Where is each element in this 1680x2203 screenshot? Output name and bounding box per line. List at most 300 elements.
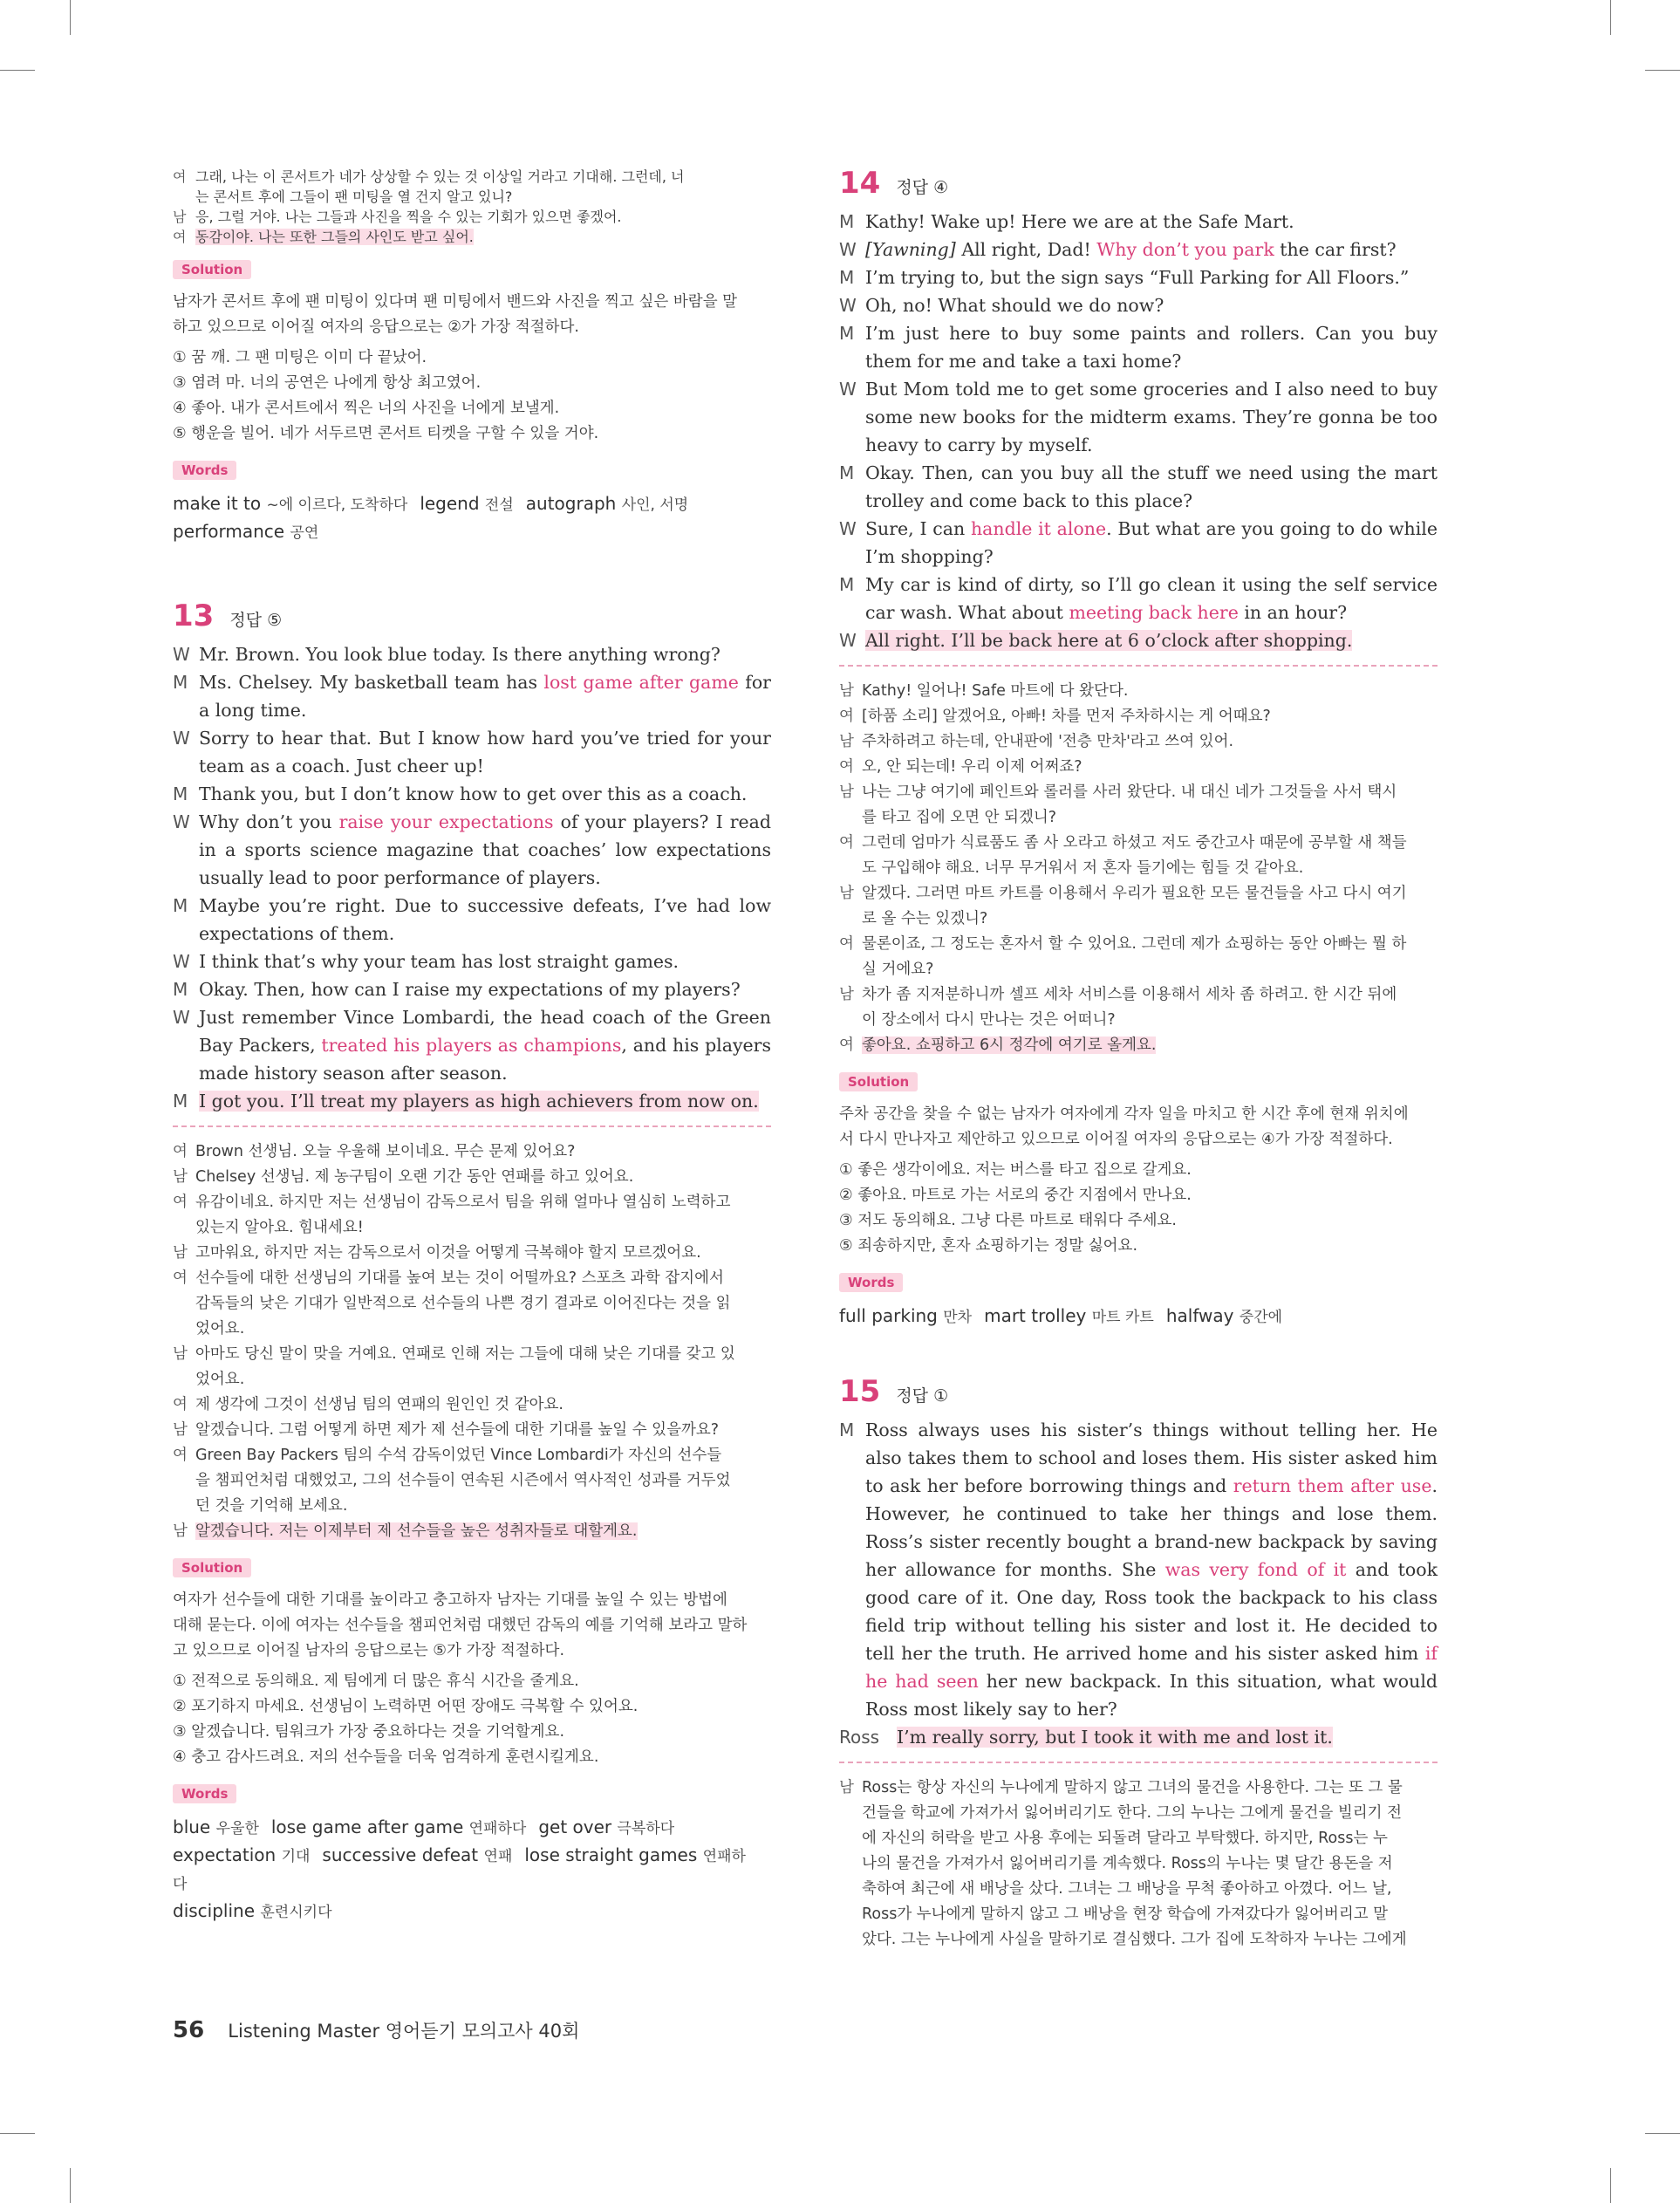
- dialogue-line: [839, 459, 1438, 515]
- vocab-meaning: 공연: [290, 524, 319, 542]
- line-text: [865, 1416, 1438, 1723]
- vocab-word: autograph: [525, 493, 622, 514]
- answer-label: 정답 ①: [896, 1386, 949, 1406]
- crop-mark: [70, 2168, 71, 2203]
- q14-dialogue: [839, 208, 1438, 654]
- line-text: [199, 668, 771, 724]
- speaker-label: W: [839, 379, 857, 400]
- vocab-word: legend: [420, 493, 485, 514]
- key-phrase: handle it alone: [970, 518, 1107, 539]
- q13-heading: [173, 599, 771, 633]
- line-text: [199, 1087, 771, 1115]
- translation-line: [839, 932, 1438, 957]
- left-column: [173, 166, 771, 1926]
- dialogue-line: [839, 515, 1438, 571]
- speaker-label: W: [173, 728, 190, 749]
- translation-line: [173, 1139, 771, 1165]
- speaker-label: 여: [173, 168, 187, 185]
- translation-line: [839, 856, 1438, 881]
- q14-options: [839, 1158, 1438, 1259]
- text-run: Sure, I can: [865, 518, 971, 539]
- text-run: All right, Dad!: [955, 239, 1097, 260]
- speaker-label: [839, 1927, 862, 1953]
- translation-line: [173, 1367, 771, 1392]
- line-text: 도 구입해야 해요. 너무 무거워서 저 혼자 들기에는 힘들 것 같아요.: [862, 859, 1304, 877]
- crop-mark: [70, 0, 71, 35]
- line-text: [865, 626, 1438, 654]
- text-line: ① 꿈 깨. 그 팬 미팅은 이미 다 끝났어.: [173, 349, 427, 366]
- q14-solution: [839, 1102, 1438, 1153]
- line-text: Ross가 누나에게 말하지 않고 그 배낭을 현장 학습에 가져갔다가 잃어버리고 말: [862, 1905, 1389, 1923]
- q13-solution: [173, 1588, 771, 1664]
- speaker-label: W: [839, 518, 857, 539]
- translation-line: [173, 186, 771, 206]
- speaker-label: 여: [173, 1447, 188, 1464]
- text-line: 주차 공간을 찾을 수 없는 남자가 여자에게 각자 일을 마치고 한 시간 후에 현재 위치에: [839, 1105, 1409, 1123]
- speaker-label: [839, 1008, 862, 1033]
- q15-monologue: [839, 1416, 1438, 1751]
- text-line: ⑤ 죄송하지만, 혼자 쇼핑하기는 정말 싫어요.: [839, 1237, 1138, 1255]
- key-phrase: meeting back here: [1069, 602, 1239, 623]
- vocab-word: halfway: [1165, 1305, 1240, 1326]
- line-text: 던 것을 기억해 보세요.: [195, 1497, 348, 1515]
- text-run: I’m just here to buy some paints and rollers. Can you buy them for me and take a taxi home?: [865, 323, 1438, 372]
- dialogue-line: [839, 263, 1438, 291]
- text-run: . But what are you going to do while I’m shopping?: [865, 518, 1438, 567]
- speaker-label: 남: [173, 1244, 188, 1262]
- translation-line: [839, 704, 1438, 729]
- key-phrase: Why don’t you park: [1096, 239, 1274, 260]
- speaker-label: 남: [839, 733, 854, 750]
- speaker-label: [173, 1468, 195, 1494]
- line-text: [199, 948, 771, 975]
- dialogue-line: [839, 1723, 1438, 1751]
- translation-line: [839, 1927, 1438, 1953]
- translation-line: [173, 1190, 771, 1215]
- speaker-label: M: [173, 1091, 188, 1112]
- line-text: [865, 236, 1438, 263]
- text-run: Okay. Then, can you buy all the stuff we need using the mart trolley and come back to this place?: [865, 462, 1438, 511]
- text-line: ④ 좋아. 내가 콘서트에서 찍은 너의 사진을 너에게 보낼게.: [173, 400, 560, 417]
- translation-line: [173, 1266, 771, 1291]
- speaker-label: 남: [839, 783, 854, 801]
- speaker-label: M: [839, 462, 855, 483]
- crop-mark: [1645, 70, 1680, 71]
- line-text: Brown 선생님. 오늘 우울해 보이네요. 무슨 문제 있어요?: [195, 1143, 576, 1160]
- line-text: 를 타고 집에 오면 안 되겠니?: [862, 809, 1057, 826]
- q14-words: [839, 1303, 1438, 1331]
- speaker-label: M: [173, 895, 188, 916]
- text-run: Kathy! Wake up! Here we are at the Safe Mart.: [865, 211, 1294, 232]
- speaker-label: 남: [173, 1522, 188, 1540]
- speaker-label: [173, 1317, 195, 1342]
- crop-mark: [1610, 0, 1611, 35]
- vocab-meaning: ~에 이르다, 도착하다: [266, 496, 408, 514]
- words-line: [173, 1842, 771, 1898]
- line-text: Chelsey 선생님. 제 농구팀이 오랜 기간 동안 연패를 하고 있어요.: [195, 1168, 634, 1186]
- vocab-word: performance: [173, 521, 290, 542]
- text-line: ⑤ 행운을 빌어. 네가 서두르면 콘서트 티켓을 구할 수 있을 거야.: [173, 425, 599, 442]
- line-text: 그런데 엄마가 식료품도 좀 사 오라고 하셨고 저도 중간고사 때문에 공부할 새 책들: [862, 834, 1407, 852]
- book-title: Listening Master 영어듣기 모의고사 40회: [228, 2021, 580, 2042]
- q12-solution: [173, 290, 771, 340]
- words-line: [839, 1303, 1438, 1331]
- speaker-label: 남: [839, 885, 854, 902]
- translation-line: [839, 1008, 1438, 1033]
- dialogue-line: [173, 808, 771, 892]
- text-line: ② 포기하지 마세요. 선생님이 노력하면 어떤 장애도 극복할 수 있어요.: [173, 1698, 639, 1715]
- key-phrase: treated his players as champions: [321, 1035, 622, 1056]
- text-line: ③ 저도 동의해요. 그냥 다른 마트로 태워다 주세요.: [839, 1212, 1177, 1229]
- dialogue-line: [839, 626, 1438, 654]
- words-badge: Words: [839, 1273, 903, 1292]
- dialogue-line: [173, 780, 771, 808]
- text-line: 여자가 선수들에 대한 기대를 높이라고 충고하자 남자는 기대를 높일 수 있는 방법에: [173, 1591, 727, 1609]
- translation-line: [839, 1826, 1438, 1851]
- vocab-meaning: 연패하다: [468, 1820, 527, 1837]
- line-text: [199, 724, 771, 780]
- translation-line: [839, 881, 1438, 907]
- translation-line: [839, 755, 1438, 780]
- answer-label: 정답 ④: [896, 178, 949, 197]
- speaker-label: [173, 1494, 195, 1519]
- vocab-meaning: 중간에: [1239, 1309, 1283, 1326]
- dialogue-line: [173, 975, 771, 1003]
- line-text: 있는지 알아요. 힘내세요!: [195, 1219, 364, 1236]
- text-line: 남자가 콘서트 후에 팬 미팅이 있다며 팬 미팅에서 밴드와 사진을 찍고 싶은 바람을 말: [173, 293, 738, 311]
- line-text: [897, 1723, 1438, 1751]
- text-run: . However, he continued to take her things and lose them. Ross’s sister recently bought a brand-new backpack by saving her allowance for months. She: [865, 1475, 1438, 1580]
- speaker-label: 여: [173, 1194, 188, 1211]
- line-text: Green Bay Packers 팀의 수석 감독이었던 Vince Lombardi가 자신의 선수들: [195, 1447, 722, 1464]
- speaker-label: 남: [173, 209, 187, 225]
- text-line: 고 있으므로 이어질 남자의 응답으로는 ⑤가 가장 적절하다.: [173, 1642, 565, 1659]
- line-text: [865, 375, 1438, 459]
- line-text: 물론이죠, 그 정도는 혼자서 할 수 있어요. 그런데 제가 쇼핑하는 동안 아빠는 뭘 하: [862, 935, 1407, 953]
- line-text: 차가 좀 지저분하니까 셀프 세차 서비스를 이용해서 세차 좀 하려고. 한 시간 뒤에: [862, 986, 1397, 1003]
- line-text: 선수들에 대한 선생님의 기대를 높여 보는 것이 어떨까요? 스포츠 과학 잡지에서: [195, 1269, 724, 1287]
- speaker-label: Ross: [839, 1727, 880, 1748]
- dialogue-line: [173, 892, 771, 948]
- speaker-label: 여: [173, 229, 187, 245]
- line-text: 나는 그냥 여기에 페인트와 롤러를 사러 왔단다. 내 대신 네가 그것들을 사서 택시: [862, 783, 1397, 801]
- q15-heading: [839, 1374, 1438, 1409]
- vocab-meaning: 연패하다: [173, 1848, 746, 1893]
- line-text: 았다. 그는 누나에게 사실을 말하기로 결심했다. 그가 집에 도착하자 누나는 그에게: [862, 1931, 1407, 1948]
- translation-line: [173, 206, 771, 226]
- line-text: [865, 571, 1438, 626]
- speaker-label: 남: [173, 1421, 188, 1439]
- speaker-label: W: [173, 951, 190, 972]
- question-number: 13: [173, 599, 215, 633]
- translation-line: [839, 1902, 1438, 1927]
- dialogue-line: [173, 948, 771, 975]
- vocab-meaning: 극복하다: [617, 1820, 675, 1837]
- q13-dialogue: [173, 640, 771, 1115]
- translation-line: [173, 1418, 771, 1443]
- speaker-label: W: [173, 1007, 190, 1028]
- text-run: Maybe you’re right. Due to successive defeats, I’ve had low expectations of them.: [199, 895, 771, 944]
- text-run: Okay. Then, how can I raise my expectations of my players?: [199, 979, 741, 1000]
- speaker-label: [839, 1902, 862, 1927]
- translation-line: [839, 1775, 1438, 1801]
- translation-line: [173, 1392, 771, 1418]
- divider: [839, 665, 1438, 667]
- q12-translation-end: [173, 166, 771, 246]
- translation-line: [173, 166, 771, 186]
- page-footer: [173, 2017, 579, 2043]
- vocab-word: expectation: [173, 1844, 282, 1865]
- text-run: Sorry to hear that. But I know how hard you’ve tried for your team as a coach. Just cheer up!: [199, 728, 771, 777]
- question-number: 14: [839, 166, 881, 201]
- dialogue-line: [173, 724, 771, 780]
- answer-highlight: I’m really sorry, but I took it with me and lost it.: [897, 1727, 1333, 1748]
- line-text: [195, 226, 771, 246]
- vocab-meaning: 사인, 서명: [621, 496, 689, 514]
- translation-line: [839, 831, 1438, 856]
- speaker-label: M: [173, 672, 188, 693]
- question-number: 15: [839, 1374, 881, 1409]
- line-text: 실 거에요?: [862, 961, 934, 978]
- words-line: [173, 1898, 771, 1926]
- line-text: 오, 안 되는데! 우리 이제 어쩌죠?: [862, 758, 1082, 776]
- translation-line: [839, 780, 1438, 805]
- translation-line: [839, 907, 1438, 932]
- line-text: [199, 780, 771, 808]
- q14-heading: [839, 166, 1438, 201]
- dialogue-line: [839, 236, 1438, 263]
- speaker-label: [839, 1801, 862, 1826]
- line-text: 건들을 학교에 가져가서 잃어버리기도 한다. 그의 누나는 그에게 물건을 빌리기 전: [862, 1804, 1403, 1822]
- q13-words: [173, 1814, 771, 1926]
- translation-line: [173, 1241, 771, 1266]
- text-line: ③ 알겠습니다. 팀워크가 가장 중요하다는 것을 기억할게요.: [173, 1723, 565, 1741]
- speaker-label: [839, 805, 862, 831]
- line-text: [199, 975, 771, 1003]
- line-text: [865, 459, 1438, 515]
- dialogue-line: [839, 1416, 1438, 1723]
- dialogue-line: [839, 208, 1438, 236]
- speaker-label: [839, 1851, 862, 1877]
- key-phrase: lost game after game: [543, 672, 739, 693]
- speaker-label: [839, 1826, 862, 1851]
- crop-mark: [1610, 2168, 1611, 2203]
- line-text: 응, 그럴 거야. 나는 그들과 사진을 찍을 수 있는 기회가 있으면 좋겠어.: [195, 209, 622, 225]
- crop-mark: [0, 70, 35, 71]
- vocab-meaning: 만차: [943, 1309, 973, 1326]
- text-run: [Yawning]: [865, 239, 956, 260]
- line-text: [865, 319, 1438, 375]
- speaker-label: 여: [839, 834, 854, 852]
- vocab-meaning: 전설: [484, 496, 514, 514]
- q12-options: [173, 346, 771, 447]
- line-text: [862, 1033, 1438, 1058]
- line-text: 을 챔피언처럼 대했었고, 그의 선수들이 연속된 시즌에서 역사적인 성과를 거두었: [195, 1472, 731, 1489]
- key-phrase: raise your expectations: [338, 811, 554, 832]
- text-run: Ross always uses his sister’s things without telling her. He also takes them to school and loses them. His sister asked him to ask her before borrowing things and: [865, 1420, 1438, 1496]
- text-run: of your players? I read in a sports science magazine that coaches’ low expectations usually lead to poor performance of players.: [199, 811, 771, 888]
- line-text: 이 장소에서 다시 만나는 것은 어떠니?: [862, 1011, 1116, 1029]
- speaker-label: M: [173, 783, 188, 804]
- crop-mark: [0, 2133, 35, 2134]
- text-run: and took good care of it. One day, Ross took the backpack to his class field trip without telling his sister and lost it. He decided to tell her the truth. He arrived home and his sister asked him: [865, 1559, 1438, 1664]
- vocab-meaning: 우울한: [215, 1820, 259, 1837]
- line-text: [195, 1519, 771, 1544]
- vocab-word: successive defeat: [322, 1844, 484, 1865]
- translation-line: [839, 805, 1438, 831]
- solution-badge: Solution: [173, 1558, 251, 1577]
- speaker-label: [839, 1877, 862, 1902]
- text-line: ② 좋아요. 마트로 가는 서로의 중간 지점에서 만나요.: [839, 1187, 1192, 1204]
- solution-badge: Solution: [173, 260, 251, 279]
- page-number: 56: [173, 2017, 205, 2043]
- speaker-label: 여: [173, 1396, 188, 1413]
- divider: [839, 1762, 1438, 1763]
- line-text: 감독들의 낮은 기대가 일반적으로 선수들의 나쁜 경기 결과로 이어진다는 것을 읽: [195, 1295, 731, 1312]
- speaker-label: M: [839, 267, 855, 288]
- text-line: ① 좋은 생각이에요. 저는 버스를 타고 집으로 갈게요.: [839, 1161, 1192, 1179]
- text-run: Mr. Brown. You look blue today. Is there anything wrong?: [199, 644, 720, 665]
- speaker-label: 남: [839, 1779, 854, 1796]
- text-run: in an hour?: [1238, 602, 1348, 623]
- translation-line: [173, 1342, 771, 1367]
- line-text: [하품 소리] 알겠어요, 아빠! 차를 먼저 주차하시는 게 어때요?: [862, 708, 1271, 725]
- q12-words: [173, 490, 771, 546]
- speaker-label: W: [839, 630, 857, 651]
- translation-line: [839, 1801, 1438, 1826]
- speaker-label: M: [839, 211, 855, 232]
- translation-line: [839, 1851, 1438, 1877]
- speaker-label: 여: [839, 758, 854, 776]
- dialogue-line: [839, 571, 1438, 626]
- speaker-label: 여: [839, 1037, 854, 1054]
- line-text: 주차하려고 하는데, 안내판에 '전층 만차'라고 쓰여 있어.: [862, 733, 1234, 750]
- line-text: 고마워요, 하지만 저는 감독으로서 이것을 어떻게 극복해야 할지 모르겠어요.: [195, 1244, 701, 1262]
- speaker-label: 여: [839, 708, 854, 725]
- line-text: 알겠습니다. 그럼 어떻게 하면 제가 제 선수들에 대한 기대를 높일 수 있을까요?: [195, 1421, 720, 1439]
- text-run: the car first?: [1274, 239, 1397, 260]
- dialogue-line: [839, 319, 1438, 375]
- words-badge: Words: [173, 461, 236, 480]
- right-column: [839, 166, 1438, 1953]
- line-text: [199, 808, 771, 892]
- translation-line: [839, 679, 1438, 704]
- key-phrase: if he had seen: [865, 1643, 1438, 1692]
- vocab-meaning: 훈련시키다: [260, 1904, 332, 1921]
- text-line: 서 다시 만나자고 제안하고 있으므로 이어질 여자의 응답으로는 ④가 가장 적절하다.: [839, 1131, 1393, 1148]
- words-badge: Words: [173, 1784, 236, 1803]
- translation-line: [173, 1519, 771, 1544]
- text-run: for a long time.: [199, 672, 771, 721]
- line-text: 나의 물건을 가져가서 잃어버리기를 계속했다. Ross의 누나는 몇 달간 용돈을 저: [862, 1855, 1393, 1872]
- text-run: Ms. Chelsey. My basketball team has: [199, 672, 544, 693]
- speaker-label: 남: [839, 682, 854, 700]
- translation-line: [173, 1468, 771, 1494]
- speaker-label: W: [839, 295, 857, 316]
- key-phrase: return them after use: [1233, 1475, 1432, 1496]
- line-text: 에 자신의 허락을 받고 사용 후에는 되돌려 달라고 부탁했다. 하지만, Ross는 누: [862, 1830, 1388, 1847]
- solution-badge: Solution: [839, 1072, 918, 1091]
- line-text: 축하여 최근에 새 배낭을 샀다. 그녀는 그 배낭을 무척 좋아하고 아꼈다. 어느 날,: [862, 1880, 1392, 1898]
- text-line: 대해 묻는다. 이에 여자는 선수들을 챔피언처럼 대했던 감독의 예를 기억해 보라고 말하: [173, 1617, 748, 1634]
- text-run: Thank you, but I don’t know how to get over this as a coach.: [199, 783, 748, 804]
- speaker-label: [839, 957, 862, 982]
- dialogue-line: [839, 375, 1438, 459]
- translation-line: [173, 1215, 771, 1241]
- vocab-word: full parking: [839, 1305, 944, 1326]
- line-text: 로 올 수는 있겠니?: [862, 910, 988, 927]
- speaker-label: 남: [173, 1168, 188, 1186]
- line-text: [865, 291, 1438, 319]
- line-text: [199, 1003, 771, 1087]
- translation-line: [173, 1494, 771, 1519]
- line-text: Ross는 항상 자신의 누나에게 말하지 않고 그녀의 물건을 사용한다. 그는 또 그 물: [862, 1779, 1403, 1796]
- speaker-label: 남: [839, 986, 854, 1003]
- divider: [173, 1125, 771, 1127]
- speaker-label: [173, 186, 195, 206]
- speaker-label: W: [839, 239, 857, 260]
- vocab-word: lose game after game: [270, 1816, 469, 1837]
- translation-line: [839, 729, 1438, 755]
- line-text: 제 생각에 그것이 선생님 팀의 연패의 원인인 것 같아요.: [195, 1396, 563, 1413]
- text-run: I think that’s why your team has lost straight games.: [199, 951, 680, 972]
- vocab-word: lose straight games: [524, 1844, 703, 1865]
- text-run: My car is kind of dirty, so I’ll go clean it using the self service car wash. What about: [865, 574, 1438, 623]
- translation-line: [839, 1033, 1438, 1058]
- answer-highlight: 동감이야. 나는 또한 그들의 사인도 받고 싶어.: [195, 229, 474, 245]
- speaker-label: [173, 1215, 195, 1241]
- line-text: 었어요.: [195, 1371, 245, 1388]
- q15-translation: [839, 1775, 1438, 1953]
- line-text: [199, 640, 771, 668]
- speaker-label: W: [173, 811, 190, 832]
- vocab-word: blue: [173, 1816, 216, 1837]
- vocab-meaning: 마트 카트: [1091, 1309, 1154, 1326]
- speaker-label: 남: [173, 1345, 188, 1363]
- vocab-meaning: 연패: [483, 1848, 513, 1865]
- words-line: [173, 490, 771, 518]
- speaker-label: M: [839, 323, 855, 344]
- speaker-label: [839, 856, 862, 881]
- q14-translation: [839, 679, 1438, 1058]
- speaker-label: [839, 907, 862, 932]
- words-line: [173, 1814, 771, 1842]
- text-line: ① 전적으로 동의해요. 제 팀에게 더 많은 휴식 시간을 줄게요.: [173, 1673, 579, 1690]
- dialogue-line: [173, 668, 771, 724]
- text-run: , and his players made history season after season.: [199, 1035, 771, 1084]
- crop-mark: [1645, 2133, 1680, 2134]
- q13-options: [173, 1669, 771, 1770]
- text-run: Just remember Vince Lombardi, the head coach of the Green Bay Packers,: [199, 1007, 771, 1056]
- speaker-label: 여: [839, 935, 854, 953]
- speaker-label: 여: [173, 1269, 188, 1287]
- line-text: 는 콘서트 후에 그들이 팬 미팅을 열 건지 알고 있니?: [195, 188, 513, 205]
- translation-line: [173, 226, 771, 246]
- line-text: 그래, 나는 이 콘서트가 네가 상상할 수 있는 것 이상일 거라고 기대해. 그런데, 너: [195, 168, 685, 185]
- translation-line: [839, 957, 1438, 982]
- line-text: 었어요.: [195, 1320, 245, 1338]
- words-line: [173, 518, 771, 546]
- text-line: ③ 염려 마. 너의 공연은 나에게 항상 최고였어.: [173, 374, 481, 392]
- line-text: 유감이네요. 하지만 저는 선생님이 감독으로서 팀을 위해 얼마나 열심히 노력하고: [195, 1194, 731, 1211]
- text-run: Why don’t you: [199, 811, 339, 832]
- translation-line: [839, 1877, 1438, 1902]
- line-text: [865, 263, 1438, 291]
- vocab-word: get over: [538, 1816, 618, 1837]
- translation-line: [173, 1443, 771, 1468]
- line-text: [865, 515, 1438, 571]
- line-text: [199, 892, 771, 948]
